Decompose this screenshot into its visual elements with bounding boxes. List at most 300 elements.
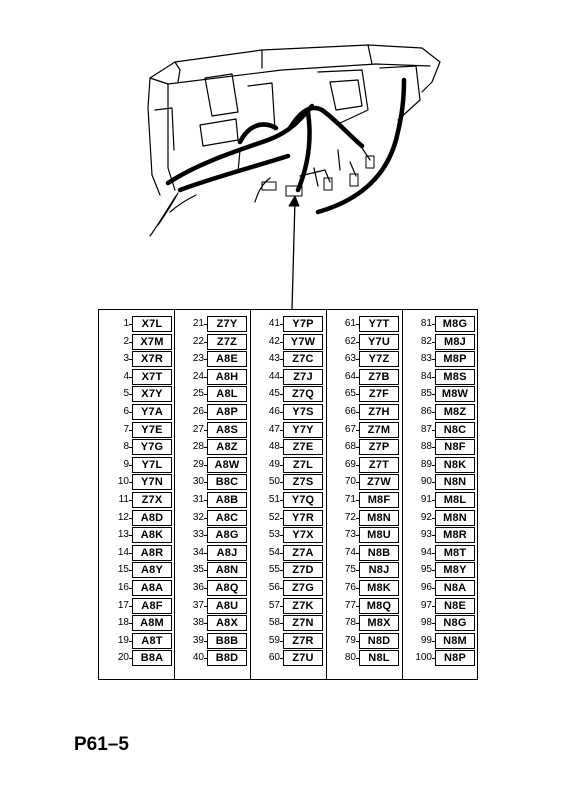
pin-row <box>328 385 404 403</box>
pin-row <box>101 614 177 632</box>
pin-row <box>101 333 177 351</box>
pin-row <box>328 632 404 650</box>
pin-number: 7 <box>123 423 129 435</box>
pin-row <box>176 350 252 368</box>
pin-number: 81 <box>420 318 432 329</box>
wire-code-box: N8F <box>435 439 475 455</box>
column-divider <box>402 310 403 679</box>
pin-row <box>404 649 480 667</box>
wire-code-box: X7M <box>132 334 172 350</box>
pin-row <box>252 368 328 386</box>
pin-number: 32 <box>192 511 204 523</box>
wire-code-box: A8Y <box>132 562 172 578</box>
wire-code-box: X7T <box>132 369 172 385</box>
pin-number: 95 <box>420 564 432 576</box>
pin-row <box>404 385 480 403</box>
pin-number: 61 <box>344 318 356 329</box>
pin-number: 94 <box>420 546 432 558</box>
pin-row <box>176 649 252 667</box>
pin-row <box>101 579 177 597</box>
pin-row <box>404 350 480 368</box>
pin-number: 29 <box>192 458 204 470</box>
pin-row <box>176 368 252 386</box>
wire-code-box: M8G <box>435 316 475 332</box>
column-divider <box>250 310 251 679</box>
pin-row <box>101 649 177 667</box>
pin-row <box>404 368 480 386</box>
wire-code-box: Y7A <box>132 404 172 420</box>
pin-number: 3 <box>123 353 129 365</box>
pin-row <box>101 368 177 386</box>
wire-code-box: Y7W <box>283 334 323 350</box>
pin-row <box>176 315 252 333</box>
pin-number: 75 <box>344 564 356 576</box>
wire-code-box: A8H <box>207 369 247 385</box>
wire-code-box: Z7A <box>283 545 323 561</box>
wire-code-box: A8G <box>207 527 247 543</box>
wire-code-box: A8E <box>207 351 247 367</box>
wire-code-box: Z7E <box>283 439 323 455</box>
pin-row <box>404 473 480 491</box>
wire-code-box: Z7H <box>359 404 399 420</box>
pin-number: 51 <box>268 494 280 505</box>
wire-code-box: Y7E <box>132 422 172 438</box>
pin-number: 31 <box>192 494 204 505</box>
pin-row <box>176 333 252 351</box>
pin-row <box>252 456 328 474</box>
wire-code-box: Y7X <box>283 527 323 543</box>
wire-code-box: M8X <box>359 615 399 631</box>
pin-number: 13 <box>117 529 129 541</box>
pin-row <box>404 333 480 351</box>
pin-number: 33 <box>192 529 204 541</box>
wire-code-box: N8B <box>359 545 399 561</box>
pin-row <box>252 403 328 421</box>
pin-row <box>176 579 252 597</box>
wire-code-box: Z7L <box>283 457 323 473</box>
wire-code-box: A8D <box>132 510 172 526</box>
pin-number: 88 <box>420 441 432 453</box>
pin-number: 27 <box>192 423 204 435</box>
pin-number: 80 <box>344 652 356 664</box>
wire-code-box: N8L <box>359 650 399 666</box>
pin-number: 66 <box>344 406 356 417</box>
pin-column <box>404 310 480 679</box>
pin-number: 10 <box>117 476 129 488</box>
pin-row <box>101 438 177 456</box>
wire-code-box: N8E <box>435 598 475 614</box>
column-divider <box>174 310 175 679</box>
pin-row <box>328 579 404 597</box>
pin-number: 83 <box>420 353 432 365</box>
pin-row <box>176 456 252 474</box>
pin-row <box>101 544 177 562</box>
wire-code-box: Z7N <box>283 615 323 631</box>
pin-row <box>404 544 480 562</box>
pin-number: 19 <box>117 634 129 646</box>
pin-row <box>404 597 480 615</box>
pin-row <box>328 350 404 368</box>
pin-number: 70 <box>344 476 356 488</box>
pin-number: 76 <box>344 582 356 593</box>
pin-number: 90 <box>420 476 432 488</box>
pin-row <box>404 526 480 544</box>
pin-row <box>101 315 177 333</box>
wire-code-box: B8C <box>207 474 247 490</box>
pin-number: 49 <box>268 458 280 470</box>
pin-number: 8 <box>123 441 129 453</box>
pin-row <box>101 385 177 403</box>
wire-code-box: N8K <box>435 457 475 473</box>
wire-code-box: Y7U <box>359 334 399 350</box>
pin-row <box>328 509 404 527</box>
pin-number: 37 <box>192 599 204 611</box>
column-divider <box>326 310 327 679</box>
wire-code-box: X7L <box>132 316 172 332</box>
pin-number: 24 <box>192 370 204 382</box>
pin-row <box>101 597 177 615</box>
wire-code-box: N8N <box>435 474 475 490</box>
pin-row <box>176 544 252 562</box>
pin-number: 56 <box>268 582 280 593</box>
wire-code-box: M8J <box>435 334 475 350</box>
wire-code-box: A8W <box>207 457 247 473</box>
wire-code-box: Z7Y <box>207 316 247 332</box>
wire-code-box: Z7P <box>359 439 399 455</box>
pin-number: 62 <box>344 335 356 347</box>
pin-row <box>176 632 252 650</box>
pin-number: 55 <box>268 564 280 576</box>
pin-number: 26 <box>192 406 204 417</box>
pin-row <box>404 421 480 439</box>
pin-number: 93 <box>420 529 432 541</box>
wire-code-box: N8C <box>435 422 475 438</box>
wire-code-box: M8Q <box>359 598 399 614</box>
pin-row <box>252 561 328 579</box>
pin-row <box>101 456 177 474</box>
pin-number: 59 <box>268 634 280 646</box>
pin-row <box>404 579 480 597</box>
wire-code-box: Y7Q <box>283 492 323 508</box>
wire-code-box: A8R <box>132 545 172 561</box>
pin-row <box>101 491 177 509</box>
pin-row <box>328 403 404 421</box>
pin-number: 69 <box>344 458 356 470</box>
pin-row <box>328 597 404 615</box>
pin-number: 96 <box>420 582 432 593</box>
wire-code-box: Z7K <box>283 598 323 614</box>
pin-number: 53 <box>268 529 280 541</box>
pin-row <box>252 544 328 562</box>
pin-row <box>328 544 404 562</box>
pin-column <box>328 310 404 679</box>
wire-code-box: Z7F <box>359 386 399 402</box>
wire-code-box: M8P <box>435 351 475 367</box>
wire-code-box: Y7N <box>132 474 172 490</box>
wire-code-box: Y7P <box>283 316 323 332</box>
wire-code-box: M8N <box>359 510 399 526</box>
pin-number: 40 <box>192 652 204 664</box>
pin-row <box>176 403 252 421</box>
pin-column <box>101 310 177 679</box>
pin-row <box>101 509 177 527</box>
pin-row <box>176 385 252 403</box>
pin-number: 78 <box>344 617 356 629</box>
pin-row <box>404 632 480 650</box>
pin-number: 34 <box>192 546 204 558</box>
wire-code-box: X7R <box>132 351 172 367</box>
wire-code-box: Z7W <box>359 474 399 490</box>
pin-number: 74 <box>344 546 356 558</box>
pin-number: 12 <box>117 511 129 523</box>
wire-code-box: Z7X <box>132 492 172 508</box>
pin-row <box>404 561 480 579</box>
pin-number: 87 <box>420 423 432 435</box>
wire-code-box: A8T <box>132 633 172 649</box>
pin-row <box>101 421 177 439</box>
pin-number: 38 <box>192 617 204 629</box>
pin-number: 2 <box>123 335 129 347</box>
wire-code-box: Z7Z <box>207 334 247 350</box>
pin-number: 5 <box>123 388 129 400</box>
wire-code-box: A8Q <box>207 580 247 596</box>
pin-number: 99 <box>420 634 432 646</box>
pin-number: 6 <box>123 406 129 417</box>
wire-code-box: A8Z <box>207 439 247 455</box>
pin-row <box>176 597 252 615</box>
pin-row <box>404 491 480 509</box>
pin-number: 11 <box>118 494 129 505</box>
pin-number: 46 <box>268 406 280 417</box>
pin-row <box>101 632 177 650</box>
pin-row <box>252 526 328 544</box>
pin-number: 44 <box>268 370 280 382</box>
wire-code-box: M8R <box>435 527 475 543</box>
pin-row <box>252 597 328 615</box>
pin-number: 25 <box>192 388 204 400</box>
pin-number: 18 <box>117 617 129 629</box>
wire-code-box: M8U <box>359 527 399 543</box>
pin-number: 85 <box>420 388 432 400</box>
pin-row <box>101 350 177 368</box>
pin-row <box>176 526 252 544</box>
pin-number: 64 <box>344 370 356 382</box>
pin-number: 4 <box>123 370 129 382</box>
wire-code-box: Y7Z <box>359 351 399 367</box>
pin-row <box>252 491 328 509</box>
pin-number: 47 <box>268 423 280 435</box>
pin-number: 28 <box>192 441 204 453</box>
wire-code-box: M8N <box>435 510 475 526</box>
pin-row <box>328 315 404 333</box>
pin-number: 65 <box>344 388 356 400</box>
pin-row <box>252 579 328 597</box>
pin-row <box>101 403 177 421</box>
pin-number: 97 <box>420 599 432 611</box>
wire-code-box: Y7Y <box>283 422 323 438</box>
pin-row <box>252 614 328 632</box>
wire-code-box: N8P <box>435 650 475 666</box>
pin-row <box>101 473 177 491</box>
wire-code-box: A8C <box>207 510 247 526</box>
pin-row <box>404 315 480 333</box>
pin-number: 45 <box>268 388 280 400</box>
pin-column <box>252 310 328 679</box>
pin-number: 14 <box>117 546 129 558</box>
wire-code-box: Z7Q <box>283 386 323 402</box>
pin-number: 9 <box>123 458 129 470</box>
pin-number: 15 <box>117 564 129 576</box>
pin-number: 60 <box>268 652 280 664</box>
wire-code-box: M8K <box>359 580 399 596</box>
wire-code-box: M8S <box>435 369 475 385</box>
pin-number: 1 <box>123 318 129 329</box>
wire-code-box: Z7B <box>359 369 399 385</box>
pin-row <box>176 491 252 509</box>
pin-number: 54 <box>268 546 280 558</box>
wire-code-box: M8Z <box>435 404 475 420</box>
wire-code-box: A8B <box>207 492 247 508</box>
wire-code-box: Z7G <box>283 580 323 596</box>
pin-row <box>176 561 252 579</box>
pin-row <box>252 509 328 527</box>
pin-number: 50 <box>268 476 280 488</box>
pin-number: 67 <box>344 423 356 435</box>
pin-number: 68 <box>344 441 356 453</box>
pin-row <box>101 561 177 579</box>
pin-row <box>328 491 404 509</box>
wire-code-box: M8F <box>359 492 399 508</box>
pin-number: 43 <box>268 353 280 365</box>
pin-row <box>328 614 404 632</box>
wire-code-box: Z7J <box>283 369 323 385</box>
wire-code-box: Z7S <box>283 474 323 490</box>
wire-code-box: A8M <box>132 615 172 631</box>
pin-row <box>252 350 328 368</box>
pin-number: 91 <box>420 494 432 505</box>
wire-code-box: Z7U <box>283 650 323 666</box>
pin-number: 39 <box>192 634 204 646</box>
pin-row <box>252 473 328 491</box>
pin-row <box>252 421 328 439</box>
wire-code-box: B8B <box>207 633 247 649</box>
wire-code-box: M8Y <box>435 562 475 578</box>
pin-number: 57 <box>268 599 280 611</box>
pin-column <box>176 310 252 679</box>
pin-row <box>252 333 328 351</box>
wire-code-box: A8X <box>207 615 247 631</box>
pin-row <box>404 614 480 632</box>
wiring-harness-illustration <box>0 0 566 310</box>
pin-row <box>328 456 404 474</box>
pin-number: 36 <box>192 582 204 593</box>
wire-code-box: Y7G <box>132 439 172 455</box>
pin-row <box>328 473 404 491</box>
pin-number: 100 <box>415 652 432 664</box>
pin-number: 77 <box>344 599 356 611</box>
pin-number: 16 <box>117 582 129 593</box>
pin-number: 79 <box>344 634 356 646</box>
wire-code-box: A8L <box>207 386 247 402</box>
pin-number: 86 <box>420 406 432 417</box>
pin-row <box>252 438 328 456</box>
pin-row <box>328 333 404 351</box>
wire-code-box: B8D <box>207 650 247 666</box>
wire-code-box: Z7R <box>283 633 323 649</box>
pin-number: 63 <box>344 353 356 365</box>
pin-row <box>252 632 328 650</box>
wire-code-box: Y7R <box>283 510 323 526</box>
pin-row <box>328 368 404 386</box>
pin-number: 52 <box>268 511 280 523</box>
wire-code-box: Z7M <box>359 422 399 438</box>
wire-code-box: B8A <box>132 650 172 666</box>
pin-number: 30 <box>192 476 204 488</box>
wire-code-box: A8P <box>207 404 247 420</box>
connector-pin-table <box>98 309 478 680</box>
pin-row <box>176 509 252 527</box>
wire-code-box: Z7D <box>283 562 323 578</box>
pin-row <box>101 526 177 544</box>
pin-row <box>328 438 404 456</box>
wire-code-box: M8L <box>435 492 475 508</box>
pin-row <box>176 614 252 632</box>
pin-row <box>328 561 404 579</box>
wire-code-box: N8G <box>435 615 475 631</box>
wire-code-box: A8F <box>132 598 172 614</box>
pin-row <box>404 456 480 474</box>
pin-number: 71 <box>344 494 356 505</box>
pin-number: 98 <box>420 617 432 629</box>
wire-code-box: A8N <box>207 562 247 578</box>
pin-row <box>176 421 252 439</box>
wire-code-box: Z7C <box>283 351 323 367</box>
pin-number: 48 <box>268 441 280 453</box>
pin-row <box>404 509 480 527</box>
pin-number: 92 <box>420 511 432 523</box>
wire-code-box: A8J <box>207 545 247 561</box>
pin-row <box>252 385 328 403</box>
wire-code-box: M8W <box>435 386 475 402</box>
pin-row <box>252 315 328 333</box>
pin-row <box>328 649 404 667</box>
page-label: P61–5 <box>74 734 129 755</box>
pin-row <box>404 403 480 421</box>
pin-number: 20 <box>117 652 129 664</box>
pin-number: 58 <box>268 617 280 629</box>
wire-code-box: A8A <box>132 580 172 596</box>
wire-code-box: X7Y <box>132 386 172 402</box>
wire-code-box: N8M <box>435 633 475 649</box>
pin-number: 22 <box>192 335 204 347</box>
wire-code-box: A8S <box>207 422 247 438</box>
pin-row <box>176 473 252 491</box>
pin-row <box>252 649 328 667</box>
pin-row <box>176 438 252 456</box>
pin-number: 73 <box>344 529 356 541</box>
wire-code-box: A8U <box>207 598 247 614</box>
pin-number: 35 <box>192 564 204 576</box>
pin-number: 72 <box>344 511 356 523</box>
pin-number: 84 <box>420 370 432 382</box>
pin-number: 23 <box>192 353 204 365</box>
wire-code-box: Z7T <box>359 457 399 473</box>
wire-code-box: A8K <box>132 527 172 543</box>
wire-code-box: Y7T <box>359 316 399 332</box>
wire-code-box: Y7L <box>132 457 172 473</box>
pin-number: 82 <box>420 335 432 347</box>
pin-row <box>404 438 480 456</box>
